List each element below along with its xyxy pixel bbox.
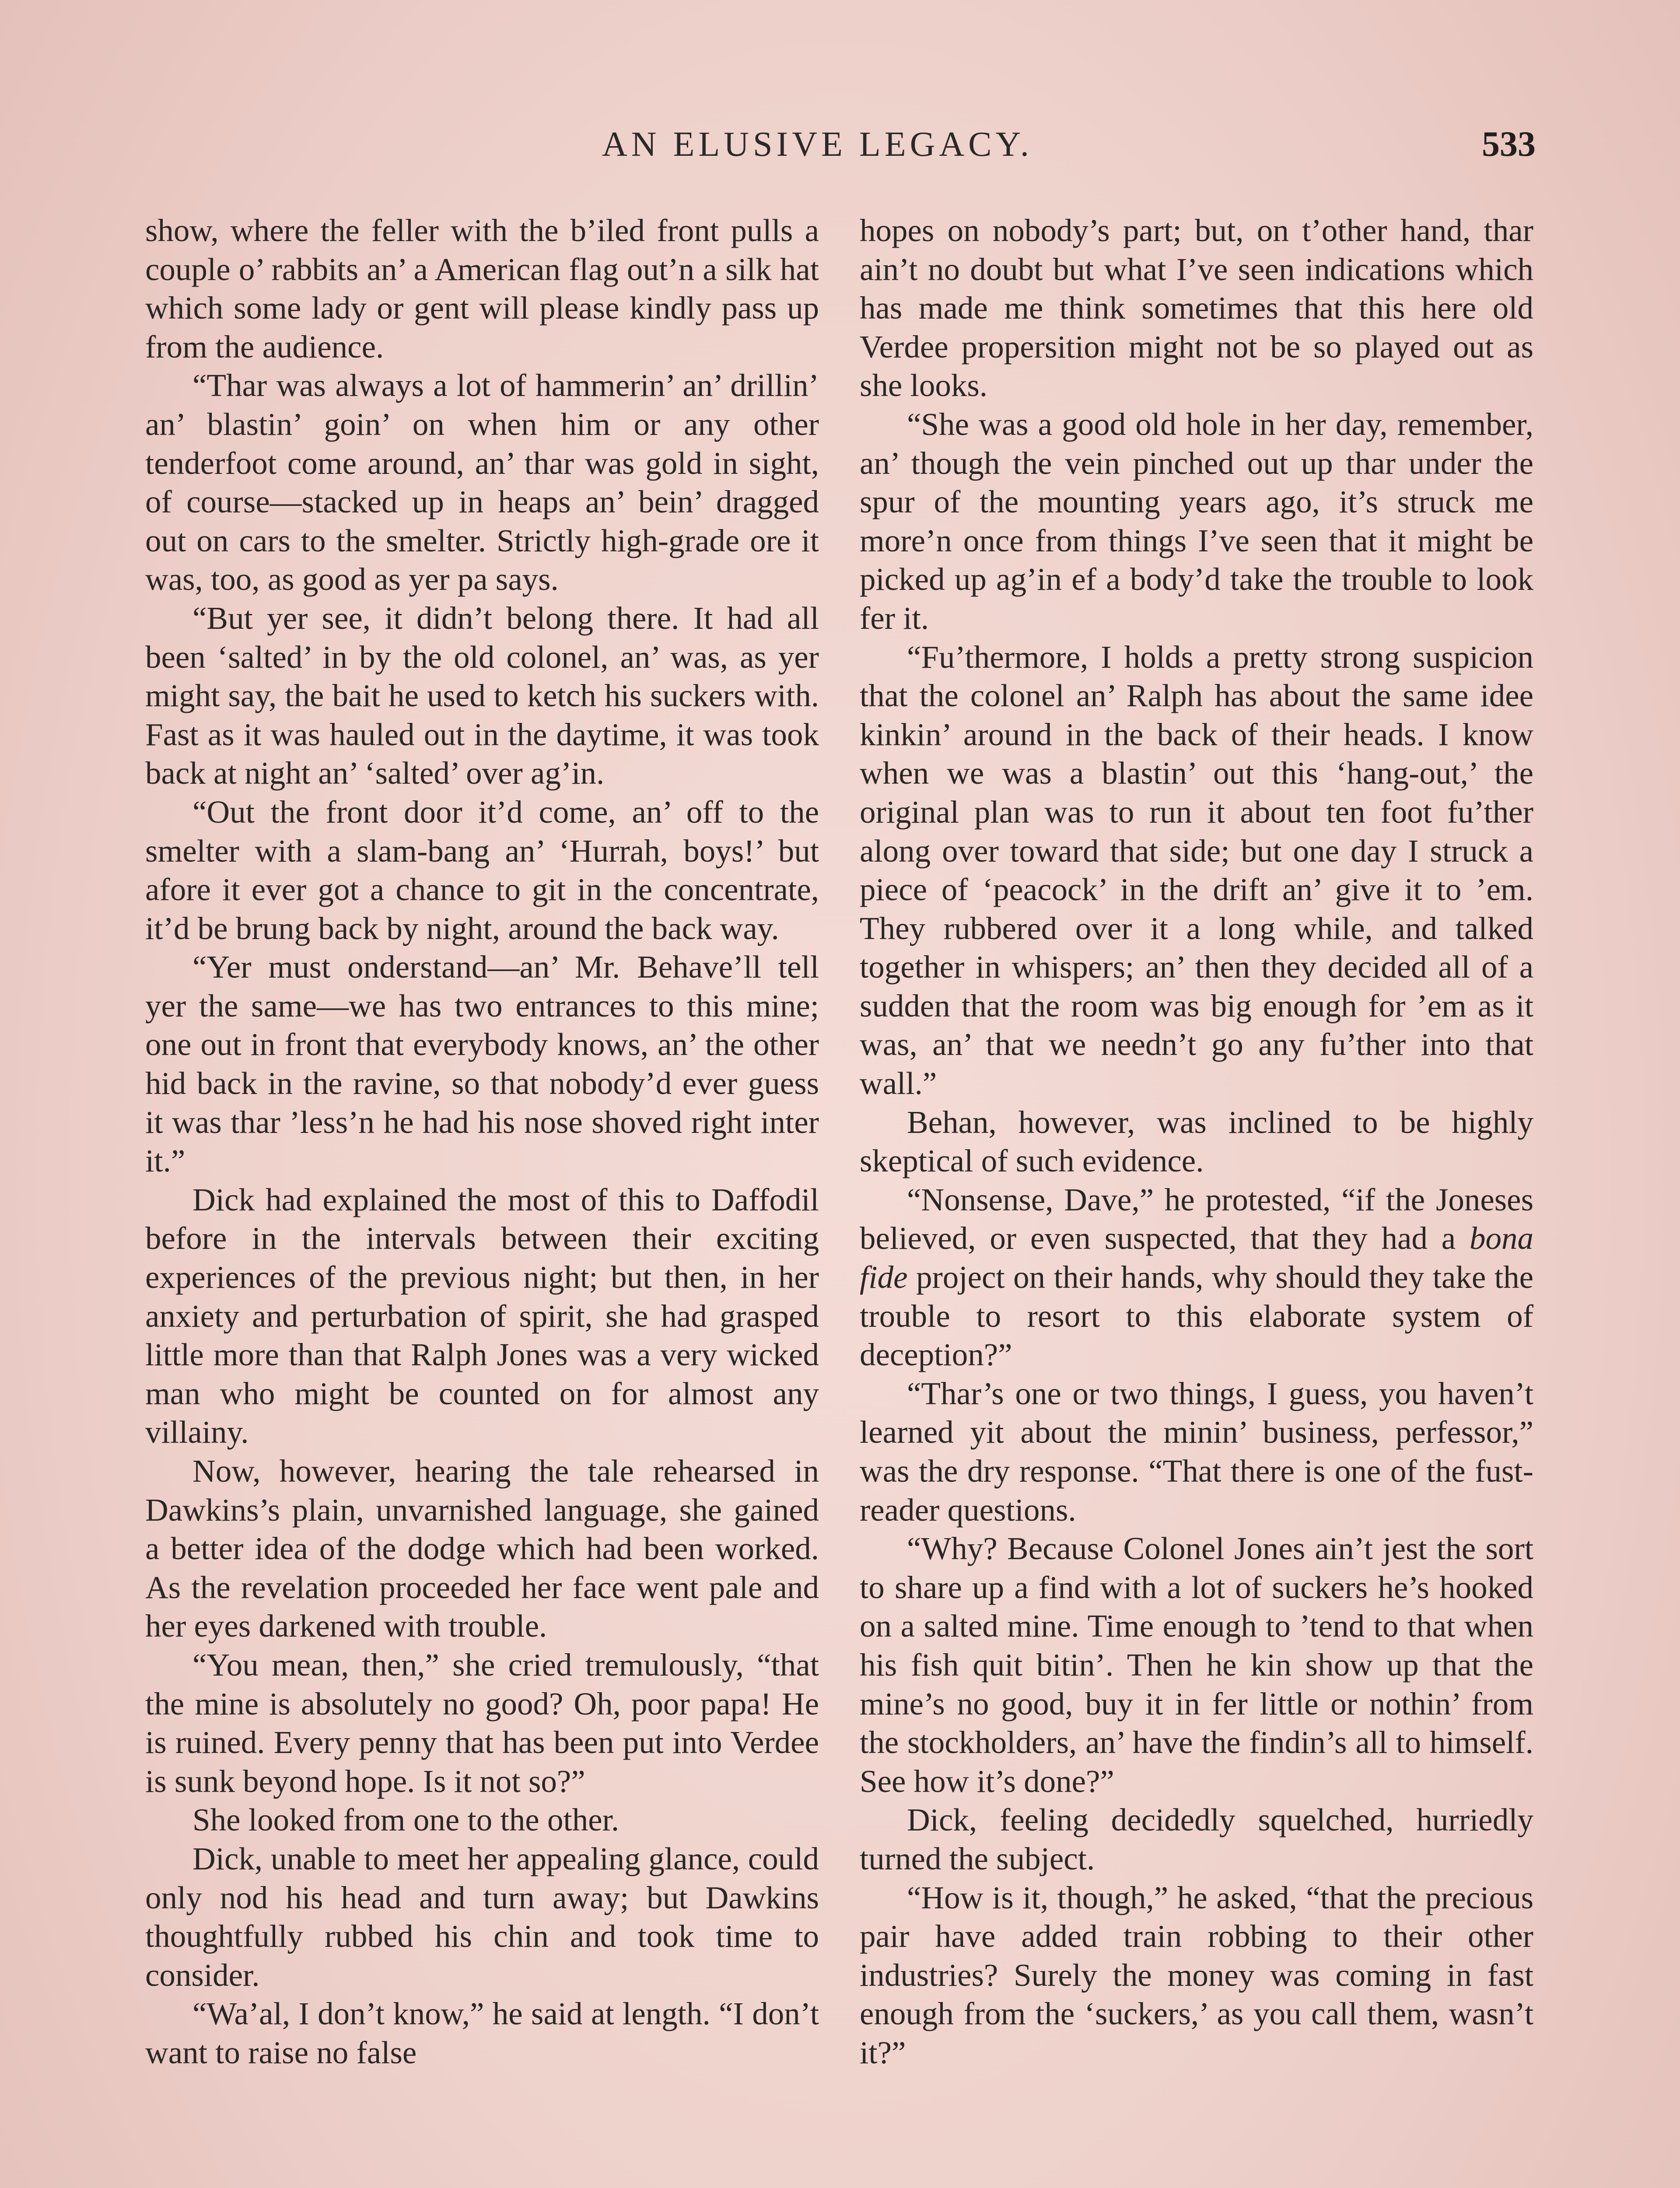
page-number: 533 [1482, 124, 1536, 164]
paragraph [860, 1181, 1533, 1375]
paragraph: hopes on nobody’s part; but, on t’other hand, thar ain’t no doubt but what I’ve seen indications which has made me think sometimes that this here old Verdee propersition might not be so played out as she looks. [860, 213, 1533, 403]
paragraph: Dick, feeling decidedly squelched, hurriedly turned the subject. [860, 1802, 1533, 1876]
paragraph: “Wa’al, I don’t know,” he said at length. “I don’t want to raise no false [145, 1996, 819, 2070]
paragraph: “Thar was always a lot of hammerin’ an’ drillin’ an’ blastin’ goin’ on when him or any other tenderfoot come around, an’ thar was gold in sight, of course—stacked up in heaps an’ bein’ dragged out on cars to the smelter. Strictly high-grade ore it was, too, as good as yer pa says. [145, 368, 819, 597]
paragraph: “She was a good old hole in her day, remember, an’ though the vein pinched out up thar under the spur of the mounting years ago, it’s struck me more’n once from things I’ve seen that it might be picked up ag’in ef a body’d take the trouble to look fer it. [860, 406, 1533, 636]
paragraph: “But yer see, it didn’t belong there. It had all been ‘salted’ in by the old colonel, an’ was, as yer might say, the bait he used to ketch his suckers with. Fast as it was hauled out in the daytime, it was took back at night an’ ‘salted’ over ag’in. [145, 600, 819, 791]
paragraph: “Fu’thermore, I holds a pretty strong suspicion that the colonel an’ Ralph has about the same idee kinkin’ around in the back of their heads. I know when we was a blastin’ out this ‘hang-out,’ the original plan was to run it about ten foot fu’ther along over toward that side; but one day I struck a piece of ‘peacock’ in the drift an’ give it to ’em. They rubbered over it a long while, and talked together in whispers; an’ then they decided all of a sudden that the room was big enough for ’em as it was, an’ that we needn’t go any fu’ther into that wall.” [860, 639, 1533, 1101]
paragraph-text: project on their hands, why should they take the trouble to resort to this elaborate system of deception?” [860, 1259, 1533, 1373]
italic-phrase: bona fide [860, 1220, 1533, 1295]
paragraph: show, where the feller with the b’iled front pulls a couple o’ rabbits an’ a American flag out’n a silk hat which some lady or gent will please kindly pass up from the audience. [145, 213, 819, 365]
paragraph: Now, however, hearing the tale rehearsed in Dawkins’s plain, unvarnished language, she gained a better idea of the dodge which had been worked. As the revelation proceeded her face went pale and her eyes darkened with trouble. [145, 1453, 819, 1644]
running-title: AN ELUSIVE LEGACY. [602, 125, 1033, 164]
paragraph-text: “Nonsense, Dave,” he protested, “if the Joneses believed, or even suspected, that they had a [860, 1182, 1533, 1256]
paragraph: “Yer must onderstand—an’ Mr. Behave’ll tell yer the same—we has two entrances to this mine; one out in front that everybody knows, an’ the other hid back in the ravine, so that nobody’d ever guess it was thar ’less’n he had his nose shoved right inter it.” [145, 949, 819, 1179]
paragraph: “Thar’s one or two things, I guess, you haven’t learned yit about the minin’ business, perfessor,” was the dry response. “That there is one of the fust-reader questions. [860, 1375, 1533, 1528]
paragraph: “How is it, though,” he asked, “that the precious pair have added train robbing to their other industries? Surely the money was coming in fast enough from the ‘suckers,’ as you call them, wasn’t it?” [860, 1879, 1533, 2070]
paragraph: Dick, unable to meet her appealing glance, could only nod his head and turn away; but Dawkins thoughtfully rubbed his chin and took time to consider. [145, 1841, 819, 1993]
right-column [860, 211, 1533, 2072]
left-column [145, 211, 819, 2072]
paragraph: “Why? Because Colonel Jones ain’t jest the sort to share up a find with a lot of suckers he’s hooked on a salted mine. Time enough to ’tend to that when his fish quit bitin’. Then he kin show up that the mine’s no good, buy it in fer little or nothin’ from the stockholders, an’ have the findin’s all to himself. See how it’s done?” [860, 1531, 1533, 1799]
paragraph: “You mean, then,” she cried tremulously, “that the mine is absolutely no good? Oh, poor papa! He is ruined. Every penny that has been put into Verdee is sunk beyond hope. Is it not so?” [145, 1647, 819, 1799]
paragraph: Dick had explained the most of this to Daffodil before in the intervals between their exciting experiences of the previous night; but then, in her anxiety and perturbation of spirit, she had grasped little more than that Ralph Jones was a very wicked man who might be counted on for almost any villainy. [145, 1182, 819, 1450]
paragraph: Behan, however, was inclined to be highly skeptical of such evidence. [860, 1104, 1533, 1179]
paragraph: “Out the front door it’d come, an’ off to the smelter with a slam-bang an’ ‘Hurrah, boys!’ but afore it ever got a chance to git in the concentrate, it’d be brung back by night, around the back way. [145, 794, 819, 946]
paragraph: She looked from one to the other. [192, 1802, 620, 1838]
